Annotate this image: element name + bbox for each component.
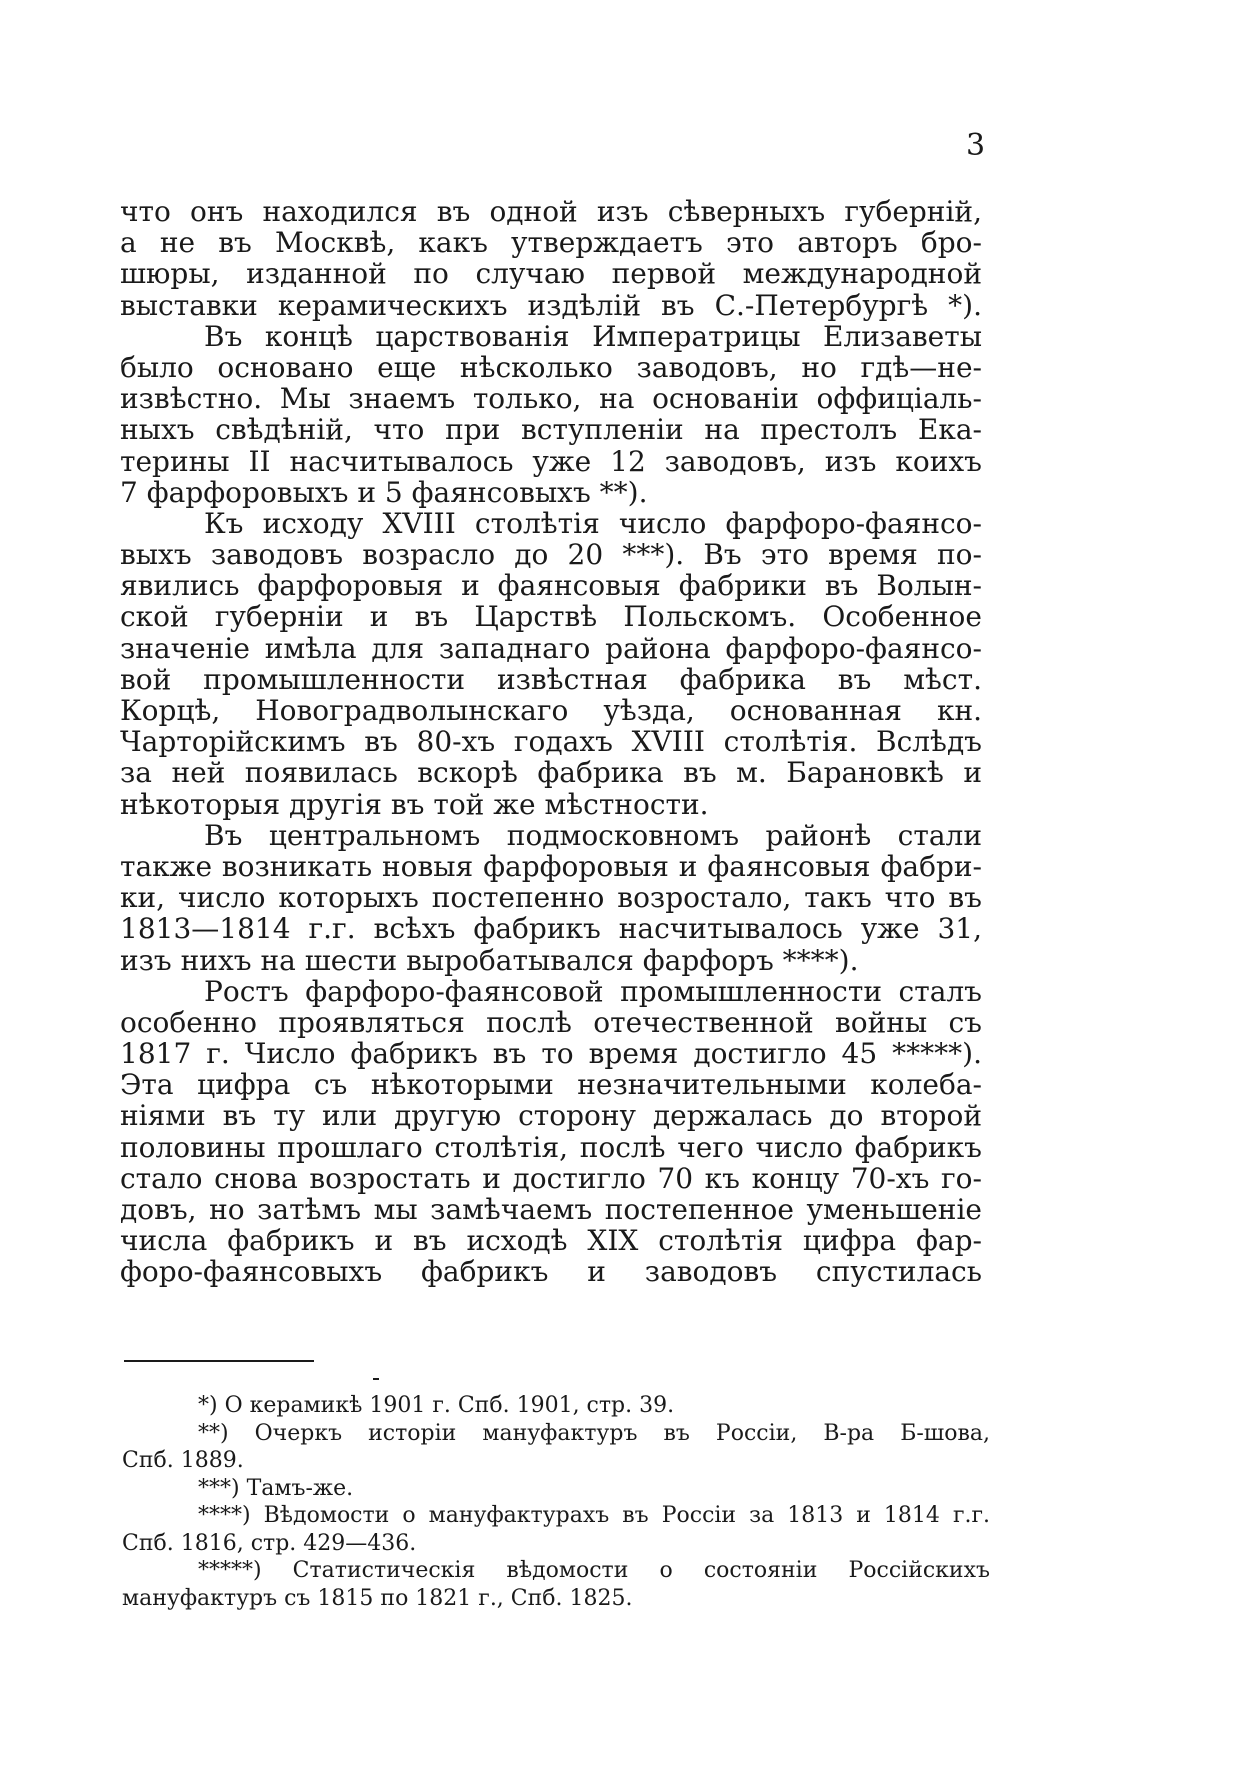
footnote-line: ***) Тамъ-же. [198,1475,354,1501]
body-text [120,196,982,1288]
footnote-line: *) О керамикѣ 1901 г. Спб. 1901, стр. 39. [198,1393,675,1418]
footnote-line: Спб. 1816, стр. 429—436. [122,1530,417,1556]
text-line: 7 фарфоровыхъ и 5 фаянсовыхъ **). [120,475,648,509]
text-line: Корцѣ, Новоградволынскаго уѣзда, основанная кн. [120,694,982,727]
text-line: половины прошлаго столѣтія, послѣ чего число фабрикъ [120,1130,982,1164]
text-line: явились фарфоровыя и фаянсовыя фабрики въ Волын- [120,569,982,603]
footnote-line: Спб. 1889. [122,1448,244,1473]
text-line: нѣкоторыя другія въ той же мѣстности. [120,787,709,821]
footnote-divider-mark [373,1378,379,1380]
text-line: особенно проявляться послѣ отечественной войны съ [120,1005,982,1039]
text-line: было основано еще нѣсколько заводовъ, но гдѣ—не- [120,350,982,384]
text-line: также возникать новыя фарфоровыя и фаянсовыя фабри- [120,849,982,883]
paragraph [120,976,982,1288]
text-line: изъ нихъ на шести выробатывался фарфоръ ****). [120,943,859,977]
text-line: терины II насчитывалось уже 12 заводовъ, изъ коихъ [120,444,982,478]
footnote-divider [124,1360,314,1362]
text-line: 1813—1814 г.г. всѣхъ фабрикъ насчитывалось уже 31, [120,912,982,946]
footnote [122,1475,990,1503]
paragraph [120,508,982,820]
text-line: Къ исходу XVIII столѣтія число фарфоро-фаянсо- [204,506,982,540]
text-line: шюры, изданной по случаю первой международной [120,257,982,291]
text-line: за ней появилась вскорѣ фабрика въ м. Барановкѣ и [120,756,982,790]
footnote [122,1392,990,1420]
text-line: выставки керамическихъ издѣлій въ С.-Петербургѣ *). [120,288,982,322]
footnote [122,1502,990,1557]
text-line: ской губерніи и въ Царствѣ Польскомъ. Особенное [120,600,982,634]
text-line: довъ, но затѣмъ мы замѣчаемъ постепенное уменьшеніе [120,1193,982,1226]
footnote [122,1420,990,1475]
footnote-line: мануфактуръ съ 1815 по 1821 г., Спб. 1825. [122,1585,633,1611]
paragraph [120,321,982,508]
paragraph [120,820,982,976]
footnote-line: ****) Вѣдомости о мануфактурахъ въ Россіи за 1813 и 1814 г.г. [198,1503,990,1528]
text-line: 1817 г. Число фабрикъ въ то время достигло 45 *****). [120,1037,982,1071]
text-line: форо-фаянсовыхъ фабрикъ и заводовъ спустилась [120,1255,982,1289]
text-line: что онъ находился въ одной изъ сѣверныхъ губерній, [120,195,982,228]
text-line: извѣстно. Мы знаемъ только, на основаніи оффиціаль- [120,382,982,416]
text-line: ныхъ свѣдѣній, что при вступленіи на престолъ Ека- [120,413,982,447]
text-line: Эта цифра съ нѣкоторыми незначительными колеба- [120,1068,982,1102]
text-line: Чарторійскимъ въ 80-хъ годахъ XVIII столѣтія. Вслѣдъ [120,725,982,759]
footnote-line: **) Очеркъ исторіи мануфактуръ въ Россіи, В-ра Б-шова, [198,1420,990,1446]
paragraph [120,196,982,321]
text-line: значеніе имѣла для западнаго района фарфоро-фаянсо- [120,631,982,665]
footnote-line: *****) Статистическія вѣдомости о состояніи Россійскихъ [198,1558,990,1583]
text-line: Ростъ фарфоро-фаянсовой промышленности сталъ [204,974,982,1008]
text-line: а не въ Москвѣ, какъ утверждаетъ это авторъ бро- [120,226,982,260]
footnote [122,1557,990,1612]
text-line: вой промышленности извѣстная фабрика въ мѣст. [120,662,982,696]
text-line: Въ концѣ царствованія Императрицы Елизаветы [204,319,982,353]
text-line: ки, число которыхъ постепенно возростало, такъ что въ [120,881,982,915]
page-number: 3 [966,128,986,163]
text-line: Въ центральномъ подмосковномъ районѣ стали [204,818,982,852]
text-line: стало снова возростать и достигло 70 къ концу 70-хъ го- [120,1161,982,1195]
text-line: ніями въ ту или другую сторону держалась до второй [120,1099,982,1133]
text-line: выхъ заводовъ возрасло до 20 ***). Въ это время по- [120,538,982,572]
footnotes [122,1392,990,1612]
text-line: числа фабрикъ и въ исходѣ XIX столѣтія цифра фар- [120,1224,982,1258]
